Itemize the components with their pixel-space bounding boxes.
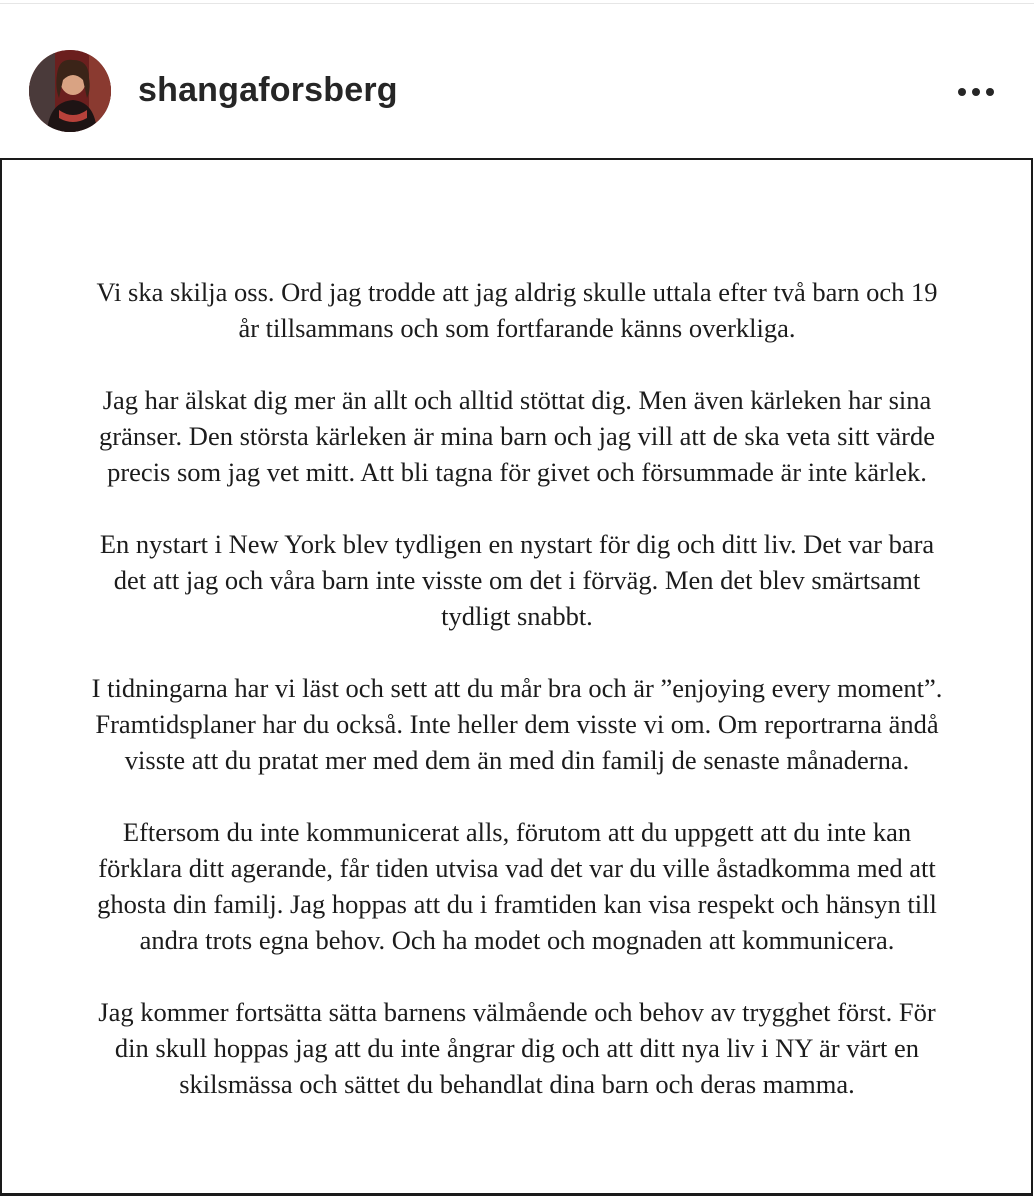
more-dot-icon	[958, 88, 966, 96]
more-options-button[interactable]	[948, 74, 1004, 110]
post-paragraph: Vi ska skilja oss. Ord jag trodde att jag aldrig skulle uttala efter två barn och 19 år tillsammans och som fortfarande känns overkliga.	[96, 277, 938, 343]
post-paragraph: En nystart i New York blev tydligen en nystart för dig och ditt liv. Det var bara det att jag och våra barn inte visste om det i förväg. Men det blev smärtsamt tydligt snabbt.	[99, 529, 935, 631]
more-dot-icon	[972, 88, 980, 96]
post-header	[0, 4, 1034, 160]
post-image-text	[22, 274, 1012, 1138]
post-paragraph: Jag kommer fortsätta sätta barnens välmående och behov av trygghet först. För din skull hoppas jag att du inte ångrar dig och att ditt nya liv i NY är värt en skilsmässa och sättet du behandlat dina barn och deras mamma.	[98, 997, 936, 1099]
avatar-photo	[29, 50, 111, 132]
post-paragraph: I tidningarna har vi läst och sett att du mår bra och är ”enjoying every moment”. Framtidsplaner har du också. Inte heller dem visste vi om. Om reportrarna ändå visste att du pratat mer med dem än med din familj de senaste månaderna.	[91, 673, 943, 775]
post-paragraph: Eftersom du inte kommunicerat alls, förutom att du uppgett att du inte kan förklara ditt agerande, får tiden utvisa vad det var du ville åstadkomma med att ghosta din familj. Jag hoppas att du i framtiden kan visa respekt och hänsyn till andra trots egna behov. Och ha modet och mognaden att kommunicera.	[97, 817, 937, 955]
more-dot-icon	[986, 88, 994, 96]
post-paragraph: Jag har älskat dig mer än allt och alltid stöttat dig. Men även kärleken har sina gränser. Den största kärleken är mina barn och jag vill att de ska veta sitt värde precis som jag vet mitt. Att bli tagna för givet och försummade är inte kärlek.	[99, 385, 935, 487]
post-image	[0, 158, 1033, 1196]
post-username[interactable]: shangaforsberg	[138, 71, 398, 109]
profile-avatar[interactable]	[29, 50, 111, 132]
